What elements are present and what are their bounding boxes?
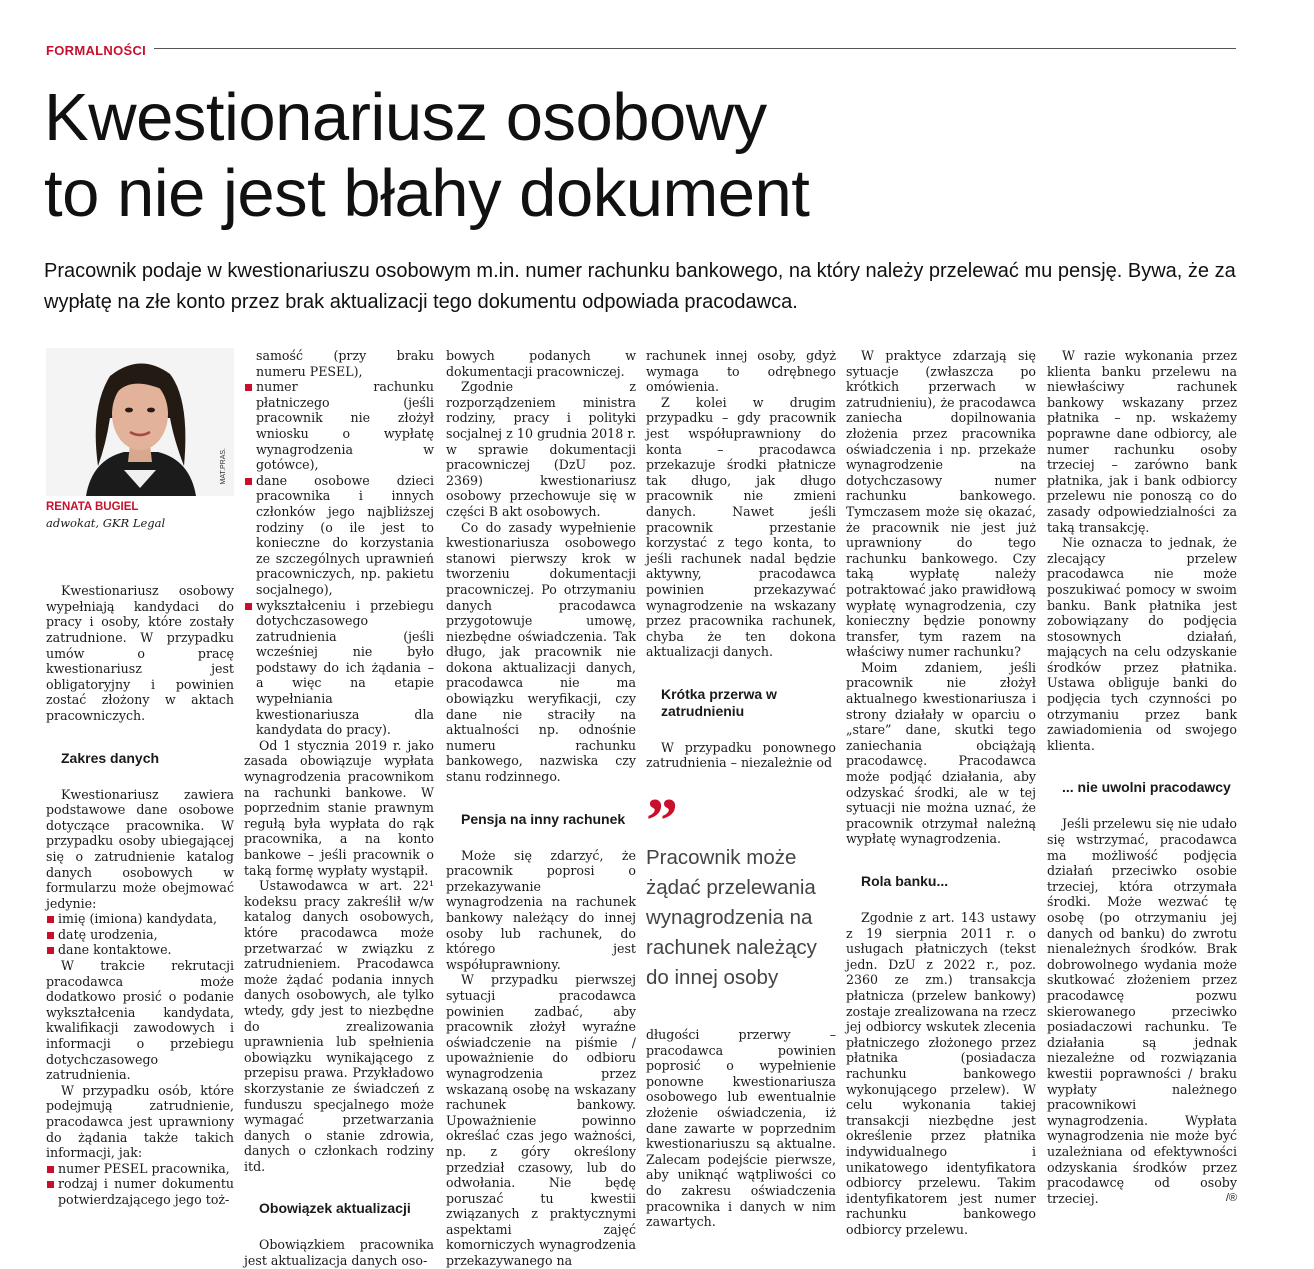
bullet-item: numer rachunku płatniczego (jeśli pracownik nie złożył wniosku o wypłatę wynagrodzenia w gotówce),: [244, 379, 434, 473]
paragraph: Kwestionariusz zawiera podstawowe dane osobowe dotyczące pracownika. W przypadku osoby ubiegającej się o zatrudnienie katalog danych osobowych w formularzu może obejmować jedynie:: [46, 786, 234, 911]
bullet-item: dane osobowe dzieci pracownika i innych członków jego najbliższej rodziny (o ile jest to konieczne do korzystania ze szczególnych uprawnień pracowniczych, np. pakietu socjalnego),: [244, 473, 434, 598]
author-name: RENATA BUGIEL: [46, 501, 139, 513]
paragraph: Może się zdarzyć, że pracownik poprosi o przekazywanie wynagrodzenia na rachunek bankowy należący do innej osoby lub rachunek, do którego jest współuprawniony.: [446, 847, 636, 972]
column-6: [1047, 348, 1237, 1206]
paragraph: W przypadku ponownego zatrudnienia – niezależnie od: [646, 739, 836, 771]
paragraph: Moim zdaniem, jeśli pracownik nie złożył aktualnego kwestionariusza i strony działały w oparciu o „stare” dane, skutki tego zaniechania obciążają pracodawcę. Pracodawca może podjąć działania, aby odzyskać środki, ale w tej sytuacji nie można uznać, że pracownik otrzymał należną wypłatę wynagrodzenia.: [846, 659, 1036, 847]
section-title: FORMALNOŚCI: [46, 43, 154, 58]
lead-paragraph: Pracownik podaje w kwestionariuszu osobowym m.in. numer rachunku bankowego, na który należy przelewać mu pensję. Bywa, że za wypłatę na złe konto przez brak aktualizacji tego dokumentu odpowiada pracodawca.: [44, 260, 1236, 313]
paragraph: Zgodnie z rozporządzeniem ministra rodziny, pracy i polityki socjalnej z 10 grudnia 2018 r. w sprawie dokumentacji pracowniczej (DzU poz. 2369) kwestionariusz osobowy przechowuje się w części B akt osobowych.: [446, 379, 636, 519]
subheading: Pensja na inny rachunek: [461, 810, 626, 827]
paragraph-continuation: długości przerwy – pracodawca powinien poprosić o wypełnienie ponowne kwestionariusza osobowego lub ewentualnie złożenie oświadczenia, iż dane zawarte w poprzednim kwestionariuszu są aktualne. Zalecam podejście pierwsze, aby uniknąć wątpliwości co do zakresu oświadczenia pracownika i danych w nim zawartych.: [646, 1027, 836, 1230]
subheading: Obowiązek aktualizacji: [259, 1200, 411, 1217]
author-photo: [46, 348, 234, 496]
paragraph: W praktyce zdarzają się sytuacje (zwłaszcza po krótkich przerwach w zatrudnieniu), że pracodawca zaniecha dopilnowania złożenia przez pracownika oświadczenia i np. przekaże wynagrodzenie na dotychczasowy numer rachunku bankowego. Tymczasem może się okazać, że pracownik nie jest już uprawniony do tego rachunku bankowego. Czy taką wypłatę należy potraktować jako prawidłową wypłatę wynagrodzenia, czy konieczny będzie ponowny transfer, tym razem na właściwy numer rachunku?: [846, 348, 1036, 660]
bullet-item: wykształceniu i przebiegu dotychczasowego zatrudnienia (jeśli wcześniej nie było podstawy do ich żądania – a więc na etapie wypełniania kwestionariusza dla kandydata do pracy).: [244, 598, 434, 738]
headline: [44, 80, 1244, 232]
bullet-item: datę urodzenia,: [46, 927, 234, 943]
paragraph: W trakcie rekrutacji pracodawca może dodatkowo prosić o podanie wykształcenia kandydata, kwalifikacji zawodowych i informacji o przebiegu dotychczasowego zatrudnienia.: [46, 958, 234, 1083]
bullet-item: dane kontaktowe.: [46, 942, 234, 958]
column-3: [446, 348, 636, 1269]
column-5: [846, 348, 1036, 1237]
paragraph: W przypadku osób, które podejmują zatrudnienie, pracodawca jest uprawniony do żądania także takich informacji, jak:: [46, 1082, 234, 1161]
paragraph: Zgodnie z art. 143 ustawy z 19 sierpnia 2011 r. o usługach płatniczych (tekst jedn. DzU z 2022 r., poz. 2360 ze zm.) transakcja płatnicza (przelew bankowy) zostaje zrealizowana na rzecz jej odbiorcy wskutek zlecenia płatniczego złożonego przez płatnika (posiadacza rachunku bankowego wykonującego przelew). W celu wykonania takiej transakcji niezbędne jest określenie przez płatnika indywidualnego i unikatowego identyfikatora odbiorcy przelewu. Takim identyfikatorem jest numer rachunku bankowego odbiorcy przelewu.: [846, 910, 1036, 1237]
bullet-continuation: samość (przy braku numeru PESEL),: [256, 348, 434, 379]
paragraph: W razie wykonania przez klienta banku przelewu na niewłaściwy rachunek bankowy wskazany przez płatnika – np. wskażemy poprawne dane odbiorcy, ale numer rachunku osoby trzeciej – zarówno bank płatnika, jak i bank odbiorcy przelewu nie ponoszą co do zasady odpowiedzialności za taką transakcję.: [1047, 348, 1237, 535]
paragraph: W przypadku pierwszej sytuacji pracodawca powinien zadbać, aby pracownik złożył wyraźne oświadczenie na piśmie / upoważnienie do odbioru wynagrodzenia przez wskazaną osobę na wskazany rachunek bankowy. Upoważnienie powinno określać czas jego ważności, np. z góry określony przedział czasowy, lub do odwołania. Nie będę poruszać tu kwestii związanych z praktycznymi aspektami zajęć komorniczych wynagrodzenia przekazywanego na: [446, 972, 636, 1269]
column-1: [46, 348, 234, 1208]
pull-quote: Pracownik może żądać przelewania wynagrodzenia na rachunek należący do innej osoby: [646, 846, 817, 990]
headline-line-1: Kwestionariusz osobowy: [44, 80, 767, 155]
paragraph-continuation: rachunek innej osoby, gdyż wymaga to odrębnego omówienia.: [646, 348, 836, 395]
column-4: [646, 348, 836, 1230]
paragraph: Z kolei w drugim przypadku – gdy pracownik jest współuprawniony do konta – pracodawca przekazuje środki płatnicze tak długo, jak długo pracownik nie zmieni danych. Nawet jeśli pracownik przestanie korzystać z tego konta, to jeśli rachunek nadal będzie aktywny, pracodawca powinien przekazywać wynagrodzenie na wskazany przez pracownika rachunek, chyba że ten dokona aktualizacji danych.: [646, 394, 836, 660]
column-2: [244, 348, 434, 1269]
author-portrait-illustration: [46, 348, 234, 496]
paragraph-continuation: bowych podanych w dokumentacji pracowniczej.: [446, 348, 636, 379]
paragraph: Od 1 stycznia 2019 r. jako zasada obowiązuje wypłata wynagrodzenia pracownikom na rachunki bankowe. W poprzednim stanie prawnym regułą była wypłata do rąk pracownika, a na konto bankowe – jeśli pracownik o taką formę wypłaty wystąpił.: [244, 737, 434, 878]
subheading: Zakres danych: [61, 749, 160, 766]
paragraph-text: Jeśli przelewu się nie udało się wstrzymać, pracodawca ma możliwość podjęcia działań przeciwko osobie trzeciej, która otrzymała środki. Może wezwać tę osobę (po otrzymaniu jej danych od banku) do zwrotu nienależnych środków. Brak dobrowolnego wydania może skutkować złożeniem przez pracodawcę pozwu skierowanego przeciwko posiadaczowi rachunku. Te działania są jednak niezależne od rozwiązania kwestii poprawności / braku wypłaty należnego pracownikowi wynagrodzenia. Wypłata wynagrodzenia nie może być uzależniana od efektywności odzyskania środków przez pracodawcę od osoby trzeciej.: [1047, 816, 1237, 1206]
bullet-item: rodzaj i numer dokumentu potwierdzającego jego toż-: [46, 1176, 234, 1207]
paragraph: Obowiązkiem pracownika jest aktualizacja danych oso-: [244, 1237, 434, 1269]
author-role: adwokat, GKR Legal: [46, 515, 166, 530]
subheading: Rola banku...: [861, 873, 949, 889]
subheading: Krótka przerwa w zatrudnieniu: [661, 685, 777, 719]
paragraph: Ustawodawca w art. 22¹ kodeksu pracy zakreślił w/w katalog danych osobowych, które pracodawca może przetwarzać w związku z zatrudnieniem. Pracodawca może żądać podania innych danych osobowych, ale tylko wtedy, gdy jest to niezbędne do zrealizowania uprawnienia lub spełnienia obowiązku wynikającego z przepisu prawa. Przykładowo skorzystanie ze świadczeń z funduszu specjalnego może wymagać przetwarzania danych o stanie zdrowia, danych o członkach rodziny itd.: [244, 878, 434, 1174]
bullet-item: imię (imiona) kandydata,: [46, 911, 234, 927]
photo-credit: MAT.PRAS.: [220, 448, 228, 485]
headline-line-2: to nie jest błahy dokument: [44, 156, 810, 231]
paragraph: [1047, 816, 1237, 1206]
paragraph: Kwestionariusz osobowy wypełniają kandydaci do pracy i osoby, które zostały zatrudnione. W przypadku umów o pracę kwestionariusz jest obligatoryjny i powinien zostać złożony w aktach pracowniczych.: [46, 583, 234, 723]
quote-mark: ”: [646, 785, 678, 857]
end-mark: /®: [1225, 1191, 1237, 1204]
subheading: ... nie uwolni pracodawcy: [1062, 779, 1231, 796]
section-label: [46, 40, 1236, 58]
bullet-item: numer PESEL pracownika,: [46, 1161, 234, 1177]
paragraph: Nie oznacza to jednak, że zlecający przelew pracodawca nie może poszukiwać pomocy w swoim banku. Bank płatnika jest zobowiązany do podjęcia stosownych działań, mających na celu odzyskanie środków przez płatnika. Ustawa obliguje banki do podjęcia tych czynności po otrzymaniu przez bank zawiadomienia od swojego klienta.: [1047, 535, 1237, 753]
section-rule: [46, 48, 1236, 49]
paragraph: Co do zasady wypełnienie kwestionariusza osobowego stanowi pierwszy krok w tworzeniu dokumentacji pracowniczej. Po otrzymaniu danych pracodawca przygotowuje umowę, niezbędne oświadczenia. Tak długo, jak pracownik nie dokona aktualizacji danych, pracodawca nie ma obowiązku weryfikacji, czy dane nie straciły na aktualności np. odnośnie numeru rachunku bankowego, nazwiska czy stanu rodzinnego.: [446, 519, 636, 785]
